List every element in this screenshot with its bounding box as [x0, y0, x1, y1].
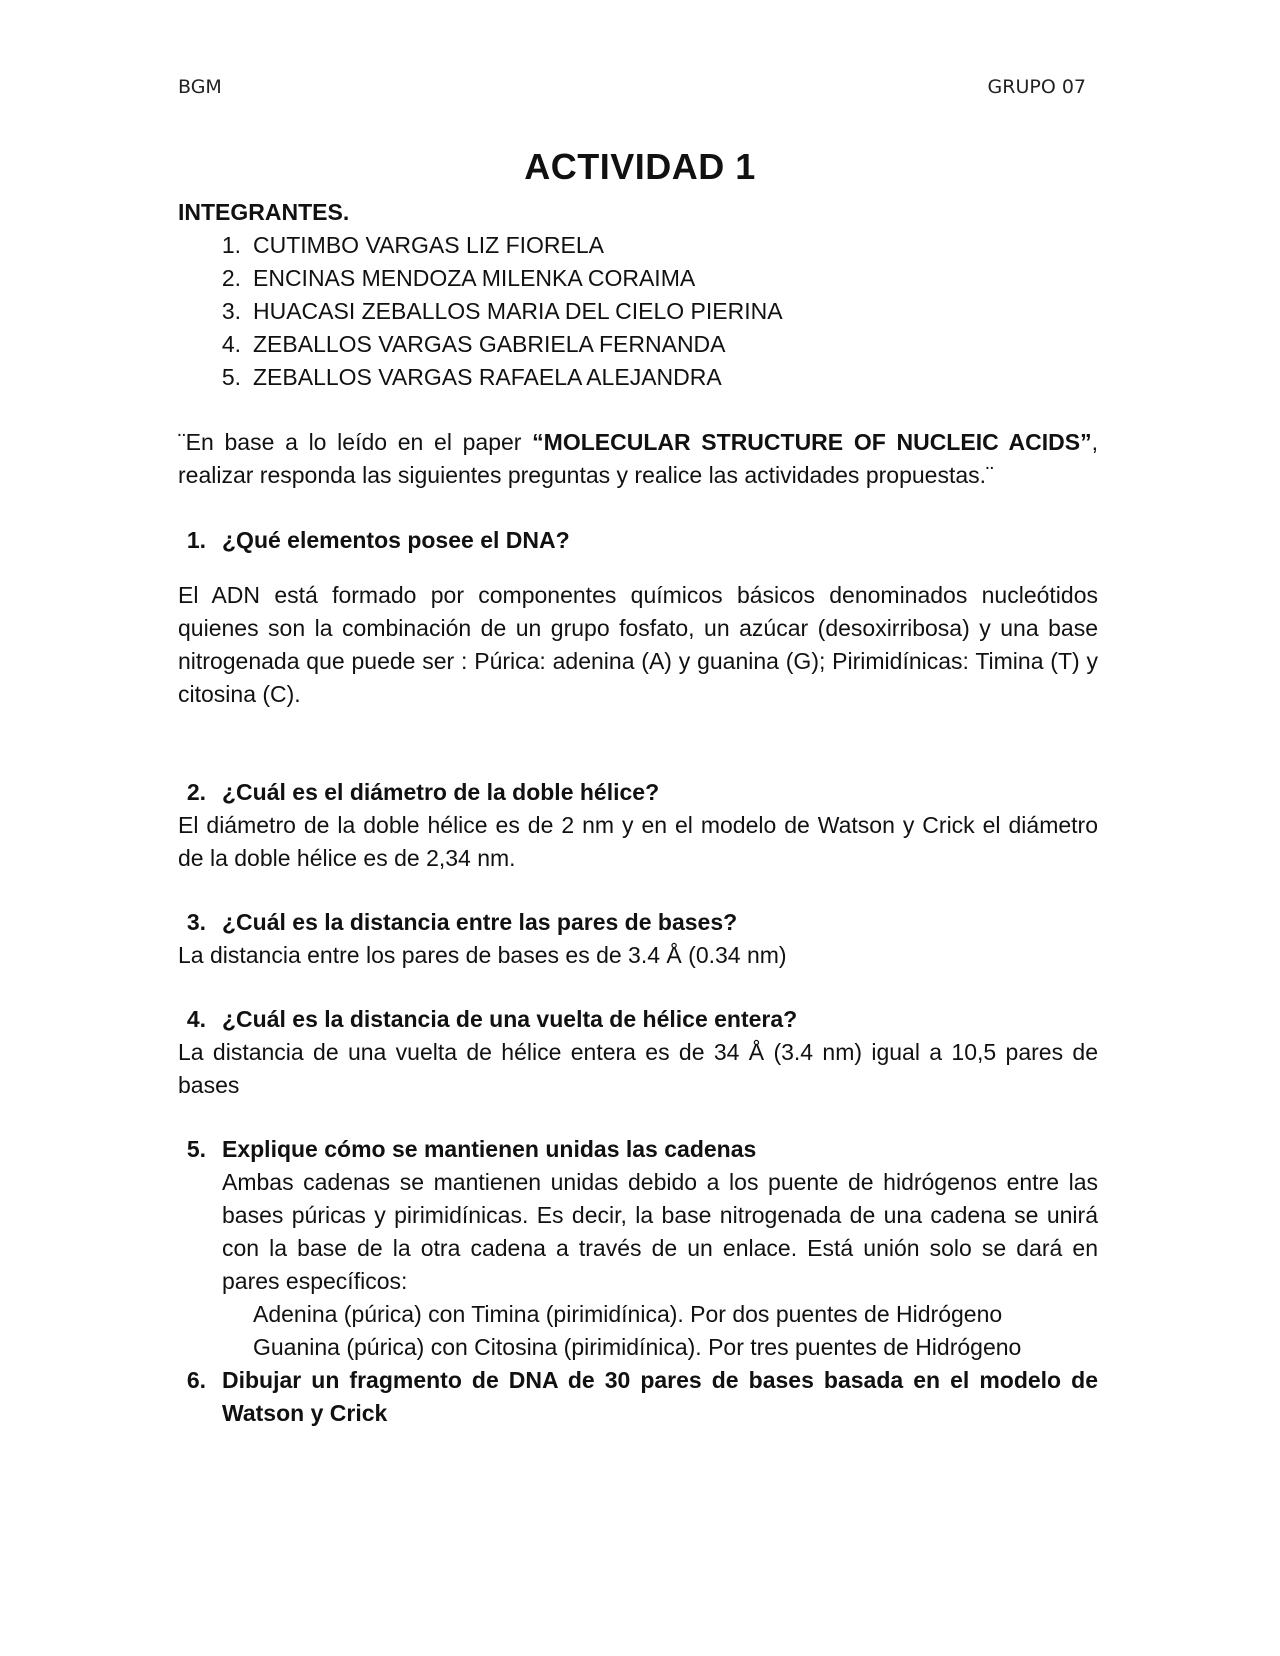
question-number: 5. — [186, 1136, 206, 1162]
member-name: ZEBALLOS VARGAS RAFAELA ALEJANDRA — [253, 364, 722, 390]
question-1 — [178, 524, 1098, 557]
document-body — [178, 196, 1098, 1430]
member-name: ZEBALLOS VARGAS GABRIELA FERNANDA — [253, 331, 726, 357]
question-2 — [178, 776, 1098, 809]
answer-2: El diámetro de la doble hélice es de 2 nm y en el modelo de Watson y Crick el diámetro de la doble hélice es de 2,34 nm. — [178, 812, 1098, 871]
question-text: ¿Cuál es la distancia entre las pares de bases? — [222, 909, 738, 935]
question-number: 6. — [186, 1367, 206, 1393]
member-name: HUACASI ZEBALLOS MARIA DEL CIELO PIERINA — [253, 298, 783, 324]
header-left: BGM — [178, 76, 222, 98]
base-pair-line: Guanina (púrica) con Citosina (pirimidínica). Por tres puentes de Hidrógeno — [253, 1334, 1022, 1360]
question-5 — [178, 1133, 1098, 1166]
members-heading: INTEGRANTES. — [178, 199, 350, 225]
member-name: CUTIMBO VARGAS LIZ FIORELA — [253, 232, 605, 258]
intro-text-before: ¨En base a lo leído en el paper — [178, 429, 533, 455]
member-number: 1. — [221, 232, 241, 258]
question-text: ¿Cuál es el diámetro de la doble hélice? — [222, 779, 660, 805]
question-number: 3. — [186, 909, 206, 935]
page-title: ACTIVIDAD 1 — [524, 146, 756, 187]
question-4 — [178, 1003, 1098, 1036]
member-item — [178, 229, 1098, 262]
paper-title: “MOLECULAR STRUCTURE OF NUCLEIC ACIDS” — [532, 429, 1092, 455]
question-3 — [178, 906, 1098, 939]
member-number: 3. — [221, 298, 241, 324]
question-number: 2. — [186, 779, 206, 805]
members-list — [178, 229, 1098, 394]
question-number: 1. — [186, 527, 206, 553]
answer-4: La distancia de una vuelta de hélice entera es de 34 Å (3.4 nm) igual a 10,5 pares de bases — [178, 1039, 1098, 1098]
member-number: 5. — [221, 364, 241, 390]
question-number: 4. — [186, 1006, 206, 1032]
member-name: ENCINAS MENDOZA MILENKA CORAIMA — [253, 265, 696, 291]
member-number: 4. — [221, 331, 241, 357]
header-right: GRUPO 07 — [987, 76, 1086, 98]
member-item — [178, 328, 1098, 361]
question-6 — [178, 1364, 1098, 1430]
question-text: Dibujar un fragmento de DNA de 30 pares de bases basada en el modelo de Watson y Crick — [222, 1367, 1098, 1426]
intro-text-after: , realizar responda las siguientes preguntas y realice las actividades propuestas.¨ — [178, 429, 1098, 488]
base-pair-line: Adenina (púrica) con Timina (pirimidínica). Por dos puentes de Hidrógeno — [253, 1301, 1003, 1327]
question-text: ¿Cuál es la distancia de una vuelta de hélice entera? — [222, 1006, 798, 1032]
intro-paragraph — [178, 426, 1098, 492]
answer-3: La distancia entre los pares de bases es de 3.4 Å (0.34 nm) — [178, 942, 787, 968]
question-text: Explique cómo se mantienen unidas las cadenas — [222, 1136, 757, 1162]
member-item — [178, 295, 1098, 328]
member-item — [178, 262, 1098, 295]
question-text: ¿Qué elementos posee el DNA? — [222, 527, 570, 553]
member-number: 2. — [221, 265, 241, 291]
answer-5: Ambas cadenas se mantienen unidas debido a los puente de hidrógenos entre las bases púricas y pirimidínicas. Es decir, la base nitrogenada de una cadena se unirá con la base de la otra cadena a través de un enlace. Está unión solo se dará en pares específicos: — [222, 1169, 1098, 1294]
member-item — [178, 361, 1098, 394]
answer-1: El ADN está formado por componentes químicos básicos denominados nucleótidos quienes son la combinación de un grupo fosfato, un azúcar (desoxirribosa) y una base nitrogenada que puede ser : Púrica: adenina (A) y guanina (G); Pirimidínicas: Timina (T) y citosina (C). — [178, 582, 1098, 707]
